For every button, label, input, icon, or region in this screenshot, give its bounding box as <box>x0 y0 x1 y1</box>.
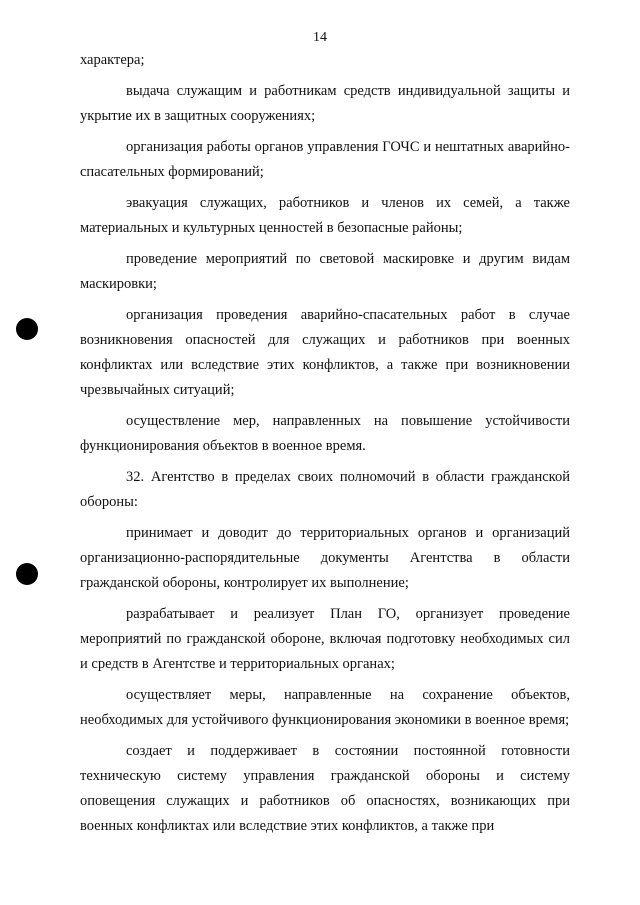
page-number: 14 <box>313 30 327 45</box>
paragraph: осуществляет меры, направленные на сохранение объектов, необходимых для устойчивого функционирования экономики в военное время; <box>80 687 570 728</box>
paragraph: эвакуация служащих, работников и членов их семей, а также материальных и культурных ценностей в безопасные районы; <box>80 195 570 236</box>
punch-hole-mark <box>16 318 38 340</box>
paragraph: организация проведения аварийно-спасательных работ в случае возникновения опасностей для служащих и работников при военных конфликтах или вследствие этих конфликтов, а также при возникновении чрезвычайных ситуаций; <box>80 307 570 398</box>
paragraph: организация работы органов управления ГОЧС и нештатных аварийно-спасательных формирований; <box>80 139 570 180</box>
punch-hole-mark <box>16 563 38 585</box>
section-paragraph: 32. Агентство в пределах своих полномочий в области гражданской обороны: <box>80 469 570 510</box>
paragraph: создает и поддерживает в состоянии постоянной готовности техническую систему управления гражданской обороны и систему оповещения служащих и работников об опасностях, возникающих при военных конфликтах или вследствие этих конфликтов, а также при <box>80 743 570 834</box>
paragraph: осуществление мер, направленных на повышение устойчивости функционирования объектов в военное время. <box>80 413 570 454</box>
paragraph: характера; <box>80 52 145 68</box>
paragraph: разрабатывает и реализует План ГО, организует проведение мероприятий по гражданской обороне, включая подготовку необходимых сил и средств в Агентстве и территориальных органах; <box>80 606 570 672</box>
paragraph: выдача служащим и работникам средств индивидуальной защиты и укрытие их в защитных сооружениях; <box>80 83 570 124</box>
paragraph: проведение мероприятий по световой маскировке и другим видам маскировки; <box>80 251 570 292</box>
paragraph: принимает и доводит до территориальных органов и организаций организационно-распорядительные документы Агентства в области гражданской обороны, контролирует их выполнение; <box>80 525 570 591</box>
document-body <box>80 48 570 845</box>
